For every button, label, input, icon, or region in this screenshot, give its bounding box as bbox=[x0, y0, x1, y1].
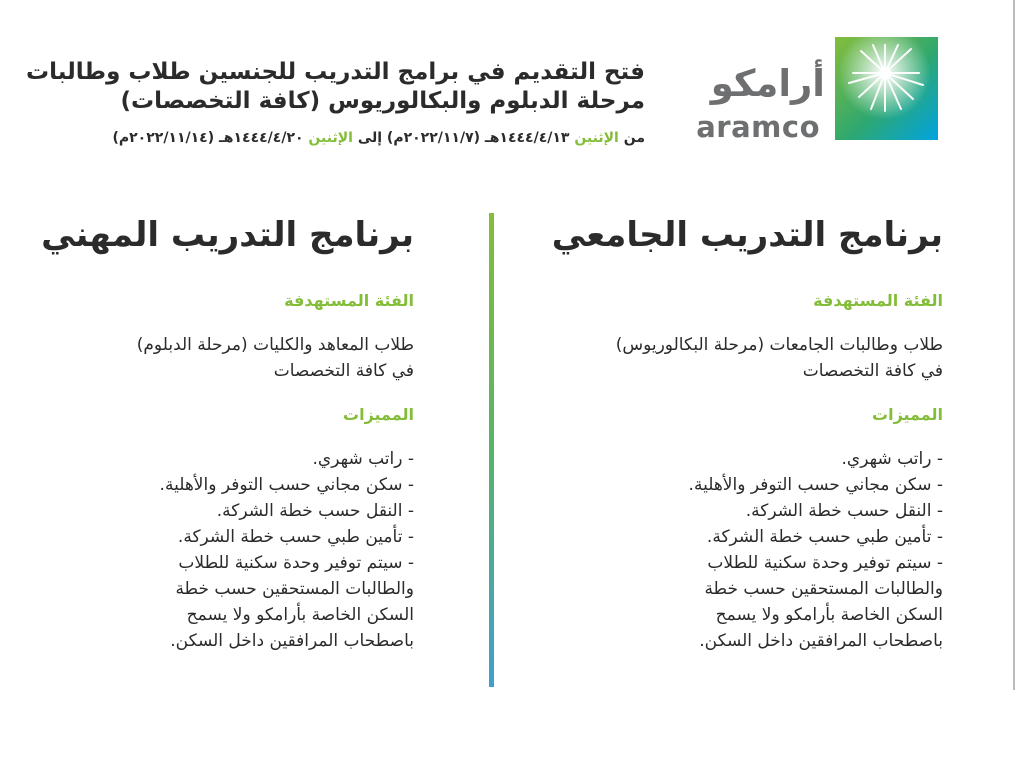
dates-day-end: الإثنين bbox=[308, 130, 353, 146]
vocational-program-section bbox=[34, 210, 414, 654]
benefit-item: - راتب شهري. bbox=[841, 449, 943, 469]
university-target-line-2: في كافة التخصصات bbox=[802, 361, 943, 381]
vocational-benefits-label: المميزات bbox=[343, 405, 414, 424]
benefit-item: والطالبات المستحقين حسب خطة bbox=[175, 579, 414, 599]
benefit-item: - النقل حسب خطة الشركة. bbox=[216, 501, 414, 521]
dates-day-start: الإثنين bbox=[574, 130, 619, 146]
vocational-target-line-1: طلاب المعاهد والكليات (مرحلة الدبلوم) bbox=[136, 335, 414, 355]
title-line-2: مرحلة الدبلوم والبكالوريوس (كافة التخصصات) bbox=[120, 88, 645, 114]
benefit-item: السكن الخاصة بأرامكو ولا يسمح bbox=[186, 605, 414, 625]
university-program-title: برنامج التدريب الجامعي bbox=[551, 215, 943, 255]
university-benefits-label: المميزات bbox=[872, 405, 943, 424]
application-dates bbox=[25, 130, 645, 146]
logo-arabic-text: أرامكو bbox=[710, 62, 825, 105]
dates-to: إلى bbox=[357, 130, 383, 146]
university-target-line-1: طلاب وطالبات الجامعات (مرحلة البكالوريوس) bbox=[615, 335, 943, 355]
benefit-item: - النقل حسب خطة الشركة. bbox=[745, 501, 943, 521]
benefit-item: باصطحاب المرافقين داخل السكن. bbox=[699, 631, 943, 651]
dates-from: من bbox=[623, 130, 645, 146]
page-edge-line bbox=[1013, 0, 1015, 690]
vocational-target-line-2: في كافة التخصصات bbox=[273, 361, 414, 381]
benefit-item: باصطحاب المرافقين داخل السكن. bbox=[170, 631, 414, 651]
vocational-target-text bbox=[34, 332, 414, 384]
benefit-item: - سكن مجاني حسب التوفر والأهلية. bbox=[688, 475, 943, 495]
benefit-item: - تأمين طبي حسب خطة الشركة. bbox=[706, 527, 943, 547]
dates-end: ١٤٤٤/٤/٢٠هـ (٢٠٢٢/١١/١٤م) bbox=[112, 130, 304, 146]
title-line-1: فتح التقديم في برامج التدريب للجنسين طلاب وطالبات bbox=[26, 59, 645, 85]
vocational-benefits-list bbox=[34, 446, 414, 654]
benefit-item: - تأمين طبي حسب خطة الشركة. bbox=[177, 527, 414, 547]
university-benefits-list bbox=[533, 446, 943, 654]
aramco-logo-icon bbox=[835, 37, 938, 140]
benefit-item: - سيتم توفير وحدة سكنية للطلاب bbox=[707, 553, 943, 573]
benefit-item: والطالبات المستحقين حسب خطة bbox=[704, 579, 943, 599]
logo-english-text: aramco bbox=[696, 110, 820, 144]
university-target-label: الفئة المستهدفة bbox=[813, 291, 943, 310]
benefit-item: - راتب شهري. bbox=[312, 449, 414, 469]
vocational-program-title: برنامج التدريب المهني bbox=[41, 215, 414, 255]
university-target-text bbox=[533, 332, 943, 384]
vocational-target-label: الفئة المستهدفة bbox=[284, 291, 414, 310]
page-title bbox=[25, 58, 645, 116]
benefit-item: - سكن مجاني حسب التوفر والأهلية. bbox=[159, 475, 414, 495]
university-program-section bbox=[533, 210, 943, 654]
benefit-item: السكن الخاصة بأرامكو ولا يسمح bbox=[715, 605, 943, 625]
dates-start: ١٤٤٤/٤/١٣هـ (٢٠٢٢/١١/٧م) bbox=[386, 130, 570, 146]
benefit-item: - سيتم توفير وحدة سكنية للطلاب bbox=[178, 553, 414, 573]
column-divider bbox=[489, 213, 494, 687]
